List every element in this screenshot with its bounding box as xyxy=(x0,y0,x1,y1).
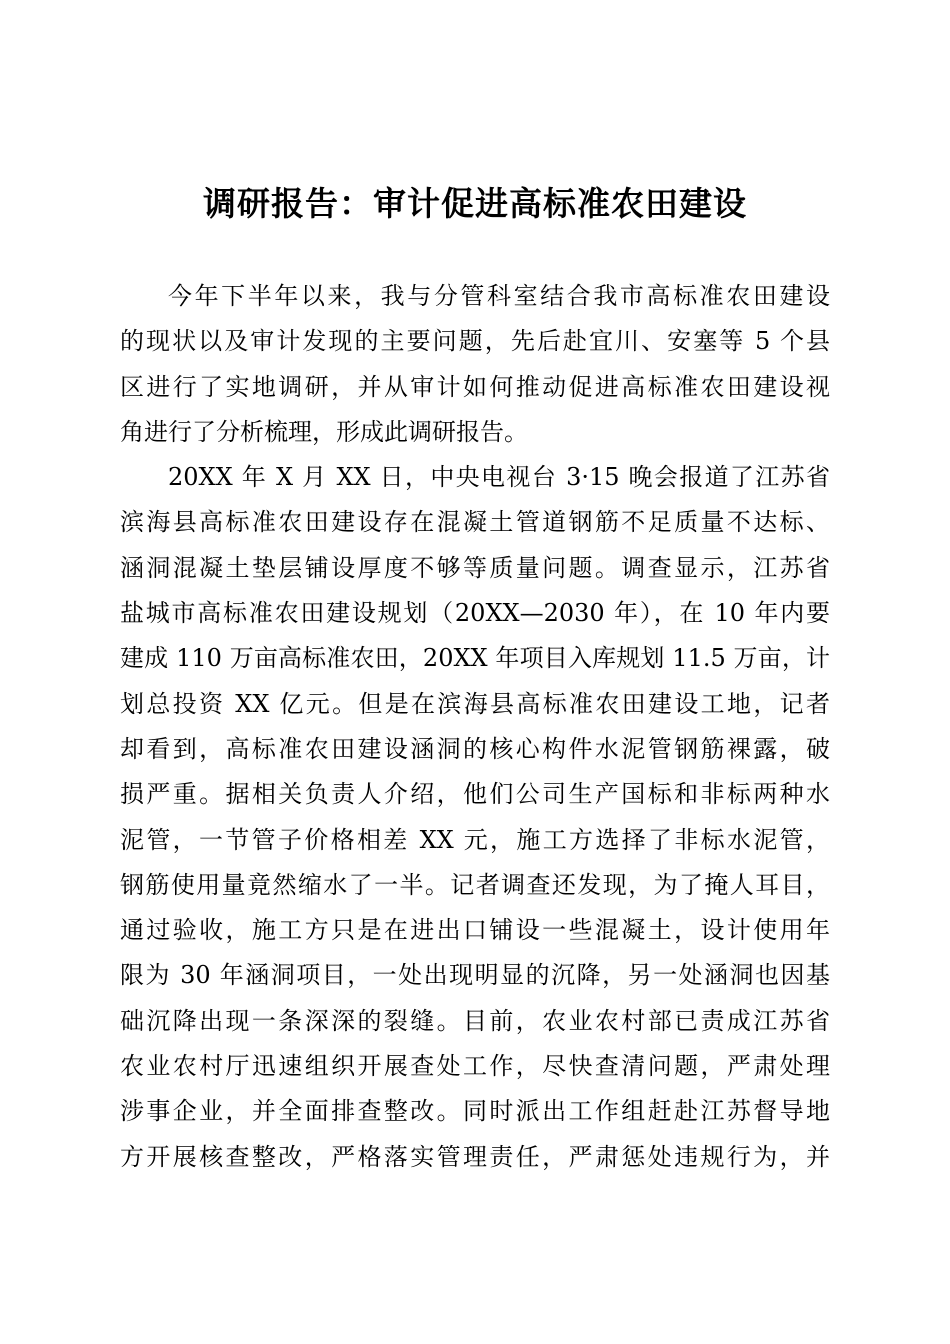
text-line: 却看到，高标准农田建设涵洞的核心构件水泥管钢筋裸露，破 xyxy=(120,734,830,763)
text-line: 涵洞混凝土垫层铺设厚度不够等质量问题。调查显示，江苏省 xyxy=(120,553,830,582)
text-line: 建成 110 万亩高标准农田，20XX 年项目入库规划 11.5 万亩，计 xyxy=(120,644,830,673)
text-line: 的现状以及审计发现的主要问题，先后赴宜川、安塞等 5 个县 xyxy=(120,327,830,356)
text-line: 通过验收，施工方只是在进出口铺设一些混凝土，设计使用年 xyxy=(120,916,830,945)
text-line: 农业农村厅迅速组织开展查处工作，尽快查清问题，严肃处理 xyxy=(120,1052,830,1081)
paragraph-1 xyxy=(120,274,830,455)
text-line: 角进行了分析梳理，形成此调研报告。 xyxy=(120,417,528,446)
text-line: 方开展核查整改，严格落实管理责任，严肃惩处违规行为，并 xyxy=(120,1142,830,1171)
text-line: 泥管，一节管子价格相差 XX 元，施工方选择了非标水泥管， xyxy=(120,825,830,854)
document-title: 调研报告：审计促进高标准农田建设 xyxy=(203,184,747,223)
text-line: 础沉降出现一条深深的裂缝。目前，农业农村部已责成江苏省 xyxy=(120,1006,830,1035)
text-line: 今年下半年以来，我与分管科室结合我市高标准农田建设 xyxy=(168,282,830,310)
text-line: 损严重。据相关负责人介绍，他们公司生产国标和非标两种水 xyxy=(120,780,830,809)
text-line: 涉事企业，并全面排查整改。同时派出工作组赶赴江苏督导地 xyxy=(120,1097,830,1126)
text-line: 盐城市高标准农田建设规划（20XX—2030 年），在 10 年内要 xyxy=(120,599,830,628)
text-line: 钢筋使用量竟然缩水了一半。记者调查还发现，为了掩人耳目， xyxy=(120,870,830,899)
text-line: 划总投资 XX 亿元。但是在滨海县高标准农田建设工地，记者 xyxy=(120,689,830,718)
text-line: 滨海县高标准农田建设存在混凝土管道钢筋不足质量不达标、 xyxy=(120,508,830,537)
text-line: 限为 30 年涵洞项目，一处出现明显的沉降，另一处涵洞也因基 xyxy=(120,961,830,990)
document-body xyxy=(120,274,830,1180)
text-line: 区进行了实地调研，并从审计如何推动促进高标准农田建设视 xyxy=(120,372,830,401)
text-line: 20XX 年 X 月 XX 日，中央电视台 3·15 晚会报道了江苏省 xyxy=(168,463,830,492)
paragraph-2 xyxy=(120,455,830,1180)
